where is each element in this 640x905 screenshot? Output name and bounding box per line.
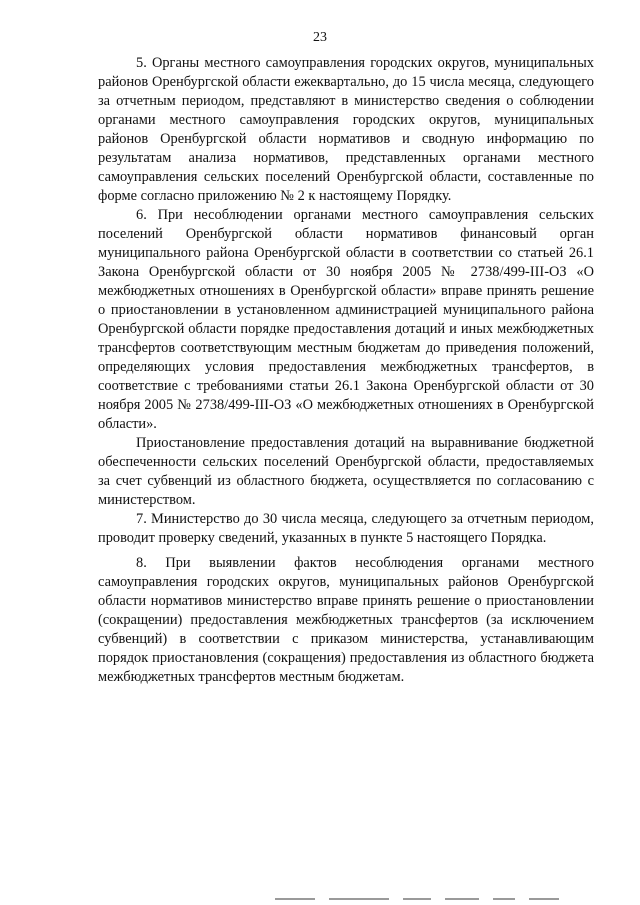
footer-scan-marks <box>275 898 605 902</box>
paragraph-7: 7. Министерство до 30 числа месяца, следующего за отчетным периодом, проводит проверку сведений, указанных в пункте 5 настоящего Порядка. <box>98 511 594 546</box>
document-body <box>98 54 594 687</box>
page-number: 23 <box>313 30 327 45</box>
paragraph-6-suspension: Приостановление предоставления дотаций на выравнивание бюджетной обеспеченности сельских поселений Оренбургской области, предоставляемых за счет субвенций из областного бюджета, осуществляется по согласованию с министерством. <box>98 435 594 508</box>
paragraph-6: 6. При несоблюдении органами местного самоуправления сельских поселений Оренбургской области нормативов финансовый орган муниципального района Оренбургской области в соответствии со статьей 26.1 Закона Оренбургской области от 30 ноября 2005 № 2738/499-III-ОЗ «О межбюджетных отношениях в Оренбургской области» вправе принять решение о приостановлении в установленном администрацией муниципального района Оренбургской области порядке предоставления дотаций и иных межбюджетных трансфертов соответствующим местным бюджетам до приведения положений, определяющих условия предоставления межбюджетных трансфертов, в соответствие с требованиями статьи 26.1 Закона Оренбургской области от 30 ноября 2005 № 2738/499-III-ОЗ «О межбюджетных отношениях в Оренбургской области». <box>98 207 594 432</box>
paragraph-5: 5. Органы местного самоуправления городских округов, муниципальных районов Оренбургской области ежеквартально, до 15 числа месяца, следующего за отчетным периодом, представляют в министерство сведения о соблюдении органами местного самоуправления городских округов, муниципальных районов Оренбургской области нормативов и сводную информацию по результатам анализа нормативов, представленных органами местного самоуправления сельских поселений Оренбургской области, составленные по форме согласно приложению № 2 к настоящему Порядку. <box>98 55 594 204</box>
paragraph-8: 8. При выявлении фактов несоблюдения органами местного самоуправления городских округов, муниципальных районов Оренбургской области нормативов министерство вправе принять решение о приостановлении (сокращении) предоставления межбюджетных трансфертов (за исключением субвенций) в соответствии с приказом министерства, устанавливающим порядок приостановления (сокращения) предоставления из областного бюджета межбюджетных трансфертов местным бюджетам. <box>98 555 594 685</box>
